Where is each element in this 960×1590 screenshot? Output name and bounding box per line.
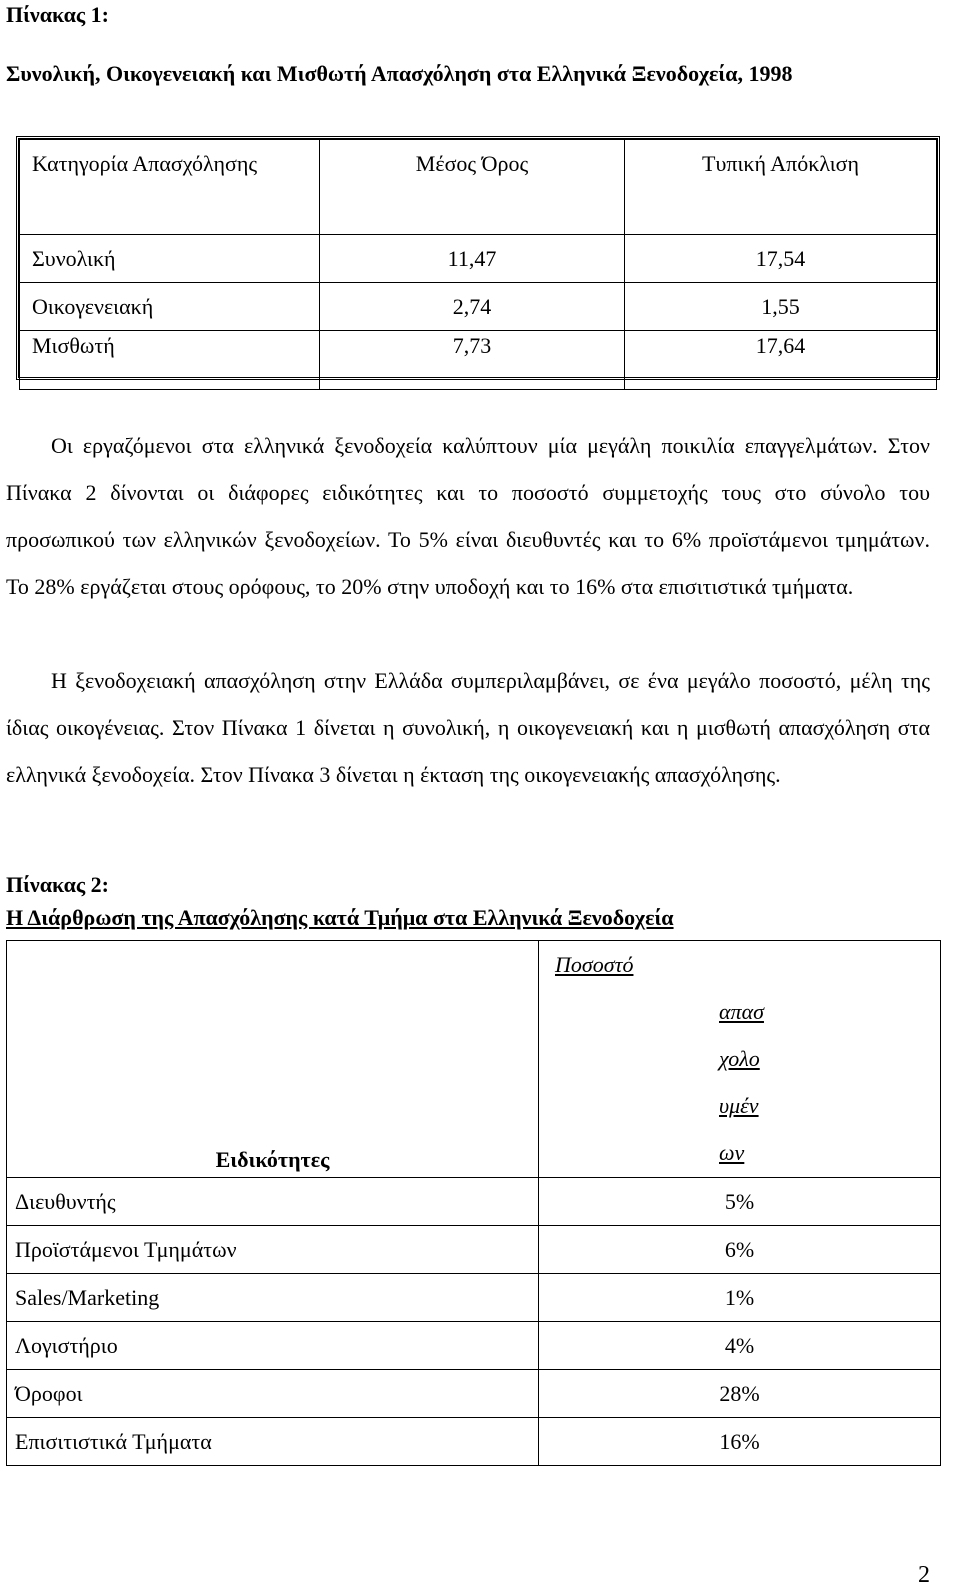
table1-header-stddev: Τυπική Απόκλιση xyxy=(625,140,937,235)
table2-cell-specialty: Διευθυντής xyxy=(7,1178,539,1226)
table2-header-percent-line: χολο xyxy=(719,1046,760,1071)
table2-header-row xyxy=(7,941,941,1178)
table2-cell-specialty: Λογιστήριο xyxy=(7,1322,539,1370)
table2-header-percent-line: ων xyxy=(719,1140,745,1165)
table2-cell-specialty: Προϊστάμενοι Τμημάτων xyxy=(7,1226,539,1274)
table2-header-percent-line: υμέν xyxy=(719,1093,759,1118)
table1 xyxy=(16,136,940,380)
page-number: 2 xyxy=(918,1562,930,1588)
table1-label: Πίνακας 1: xyxy=(6,2,110,27)
table1-cell-mean: 7,73 xyxy=(320,331,625,390)
table-row xyxy=(7,1322,941,1370)
table2-cell-percent: 4% xyxy=(539,1322,941,1370)
table1-cell-stddev: 17,54 xyxy=(625,235,937,283)
table-row xyxy=(7,1178,941,1226)
table-row xyxy=(7,1418,941,1466)
table-row xyxy=(20,283,937,331)
table1-cell-category: Μισθωτή xyxy=(20,331,320,390)
table2-header-percent-line: Ποσοστό xyxy=(555,952,634,977)
table1-header-mean: Μέσος Όρος xyxy=(320,140,625,235)
paragraph-occupations: Οι εργαζόμενοι στα ελληνικά ξενοδοχεία καλύπτουν μία μεγάλη ποικιλία επαγγελμάτων. Στον Πίνακα 2 δίνονται οι διάφορες ειδικότητες και το ποσοστό συμμετοχής τους στο σύνολο του προσωπικού των ελληνικών ξενοδοχείων. Το 5% είναι διευθυντές και το 6% προϊστάμενοι τμημάτων. Το 28% εργάζεται στους ορόφους, το 20% στην υποδοχή και το 16% στα επισιτιστικά τμήματα. xyxy=(6,433,930,599)
table2-cell-specialty: Όροφοι xyxy=(7,1370,539,1418)
table1-header-category: Κατηγορία Απασχόλησης xyxy=(20,140,320,235)
table2-cell-percent: 16% xyxy=(539,1418,941,1466)
table1-header-row xyxy=(20,140,937,235)
table2-header-specialty: Ειδικότητες xyxy=(7,941,539,1178)
table1-cell-category: Συνολική xyxy=(20,235,320,283)
table1-cell-stddev: 17,64 xyxy=(625,331,937,390)
table2-cell-percent: 5% xyxy=(539,1178,941,1226)
table2-cell-percent: 1% xyxy=(539,1274,941,1322)
table2-cell-percent: 6% xyxy=(539,1226,941,1274)
table2-label: Πίνακας 2: xyxy=(6,872,110,897)
table1-cell-mean: 11,47 xyxy=(320,235,625,283)
paragraph-family-employment: Η ξενοδοχειακή απασχόληση στην Ελλάδα συμπεριλαμβάνει, σε ένα μεγάλο ποσοστό, μέλη της ίδιας οικογένειας. Στον Πίνακα 1 δίνεται η συνολική, η οικογενειακή και η μισθωτή απασχόληση στα ελληνικά ξενοδοχεία. Στον Πίνακα 3 δίνεται η έκταση της οικογενειακής απασχόλησης. xyxy=(6,668,930,787)
table-row xyxy=(7,1226,941,1274)
table-row xyxy=(7,1370,941,1418)
table1-cell-mean: 2,74 xyxy=(320,283,625,331)
table2-header-percent xyxy=(539,941,941,1178)
table1-title: Συνολική, Οικογενειακή και Μισθωτή Απασχόληση στα Ελληνικά Ξενοδοχεία, 1998 xyxy=(6,61,793,86)
table2-header-percent-line: απασ xyxy=(719,999,764,1024)
table1-cell-category: Οικογενειακή xyxy=(20,283,320,331)
table2 xyxy=(6,940,941,1466)
table2-cell-specialty: Sales/Marketing xyxy=(7,1274,539,1322)
table2-cell-specialty: Επισιτιστικά Τμήματα xyxy=(7,1418,539,1466)
table-row xyxy=(7,1274,941,1322)
table-row xyxy=(20,235,937,283)
table2-cell-percent: 28% xyxy=(539,1370,941,1418)
table2-title: Η Διάρθρωση της Απασχόλησης κατά Τμήμα στα Ελληνικά Ξενοδοχεία xyxy=(6,905,674,930)
table-row xyxy=(20,331,937,390)
table1-cell-stddev: 1,55 xyxy=(625,283,937,331)
